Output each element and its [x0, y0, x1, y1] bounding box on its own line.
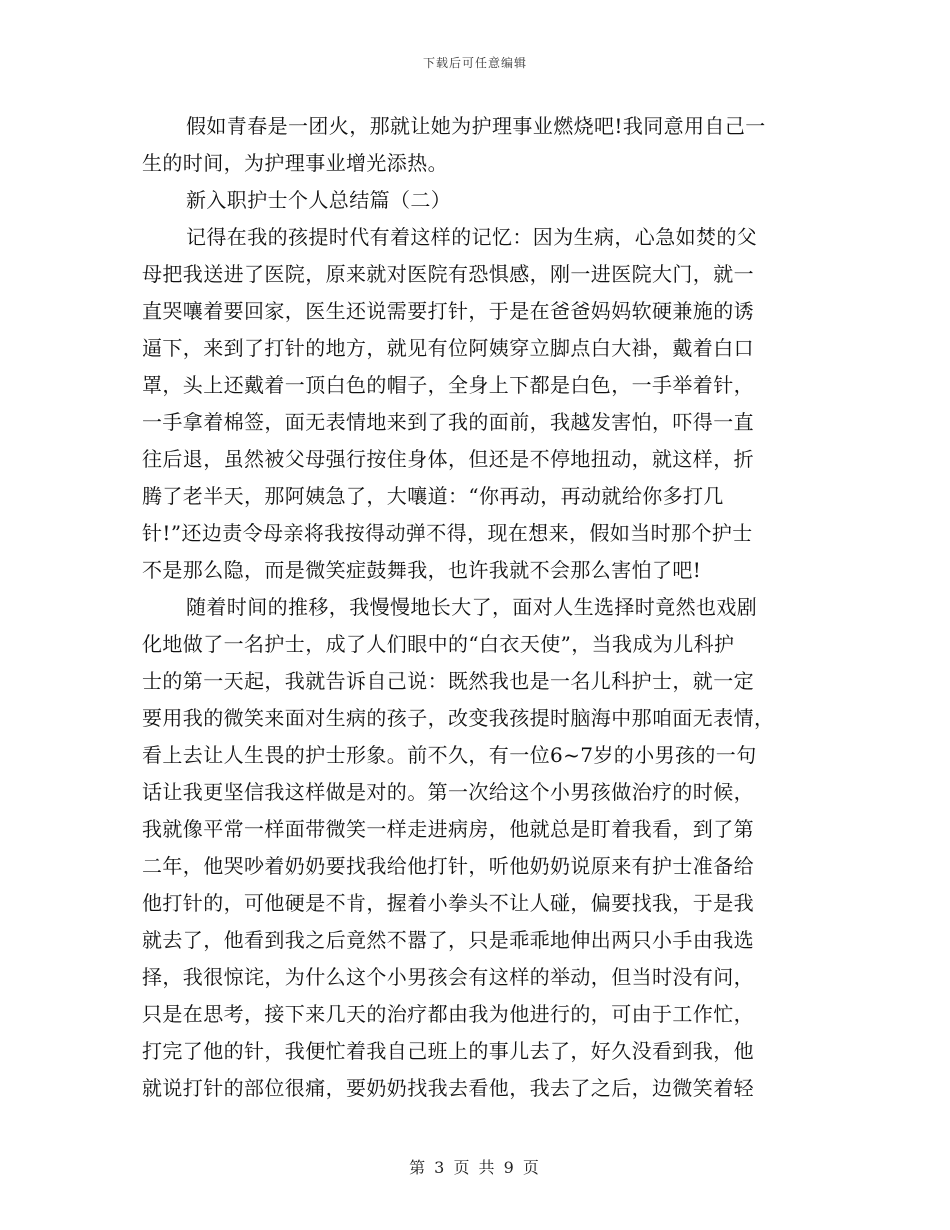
paragraph-line: 看上去让人生畏的护士形象。前不久，有一位6~7岁的小男孩的一句	[142, 743, 757, 767]
paragraph-line: 罩，头上还戴着一顶白色的帽子，全身上下都是白色，一手举着针，	[142, 373, 754, 397]
paragraph-line: 腾了老半天，那阿姨急了，大嚷道：“你再动，再动就给你多打几	[142, 484, 724, 508]
paragraph-line: 母把我送进了医院，原来就对医院有恐惧感，刚一进医院大门，就一	[142, 262, 754, 286]
paragraph-line: 择，我很惊诧，为什么这个小男孩会有这样的举动，但当时没有问，	[142, 965, 754, 989]
page-header: 下载后可任意编辑	[422, 56, 527, 70]
page-number-footer: 第 3 页 共 9 页	[409, 1158, 541, 1177]
paragraph-line: 记得在我的孩提时代有着这样的记忆：因为生病，心急如焚的父	[186, 225, 758, 249]
paragraph-line: 士的第一天起，我就告诉自己说：既然我也是一名儿科护士，就一定	[142, 669, 754, 693]
paragraph-line: 话让我更坚信我这样做是对的。第一次给这个小男孩做治疗的时候，	[142, 780, 754, 804]
paragraph-line: 逼下，来到了打针的地方，就见有位阿姨穿立脚点白大褂，戴着白口	[142, 336, 754, 360]
paragraph-line: 不是那么隐，而是微笑症鼓舞我，也许我就不会那么害怕了吧!	[142, 558, 702, 582]
paragraph-line: 针!”还边责令母亲将我按得动弹不得，现在想来，假如当时那个护士	[142, 521, 753, 545]
paragraph-line: 往后退，虽然被父母强行按住身体，但还是不停地扭动，就这样，折	[142, 447, 754, 471]
section-heading: 新入职护士个人总结篇（二）	[186, 188, 452, 212]
paragraph-line: 化地做了一名护士，成了人们眼中的“白衣天使”，当我成为儿科护	[142, 632, 735, 656]
paragraph-line: 只是在思考，接下来几天的治疗都由我为他进行的，可由于工作忙，	[142, 1002, 754, 1026]
paragraph-line: 他打针的，可他硬是不肯，握着小拳头不让人碰，偏要找我，于是我	[142, 891, 754, 915]
paragraph-line: 随着时间的推移，我慢慢地长大了，面对人生选择时竟然也戏剧	[186, 595, 758, 619]
paragraph-line: 我就像平常一样面带微笑一样走进病房，他就总是盯着我看，到了第	[142, 817, 754, 841]
paragraph-line: 就说打针的部位很痛，要奶奶找我去看他，我去了之后，边微笑着轻	[142, 1076, 754, 1100]
paragraph-line: 二年，他哭吵着奶奶要找我给他打针，听他奶奶说原来有护士准备给	[142, 854, 754, 878]
paragraph-line: 生的时间，为护理事业增光添热。	[142, 151, 448, 175]
paragraph-line: 一手拿着棉签，面无表情地来到了我的面前，我越发害怕，吓得一直	[142, 410, 754, 434]
document-body	[142, 108, 802, 1107]
paragraph-line: 假如青春是一团火，那就让她为护理事业燃烧吧!我同意用自己一	[186, 114, 766, 138]
paragraph-line: 打完了他的针，我便忙着我自己班上的事儿去了，好久没看到我，他	[142, 1039, 754, 1063]
paragraph-line: 就去了，他看到我之后竟然不嚣了，只是乖乖地伸出两只小手由我选	[142, 928, 754, 952]
paragraph-line: 要用我的微笑来面对生病的孩子，改变我孩提时脑海中那咱面无表情，	[142, 706, 775, 730]
paragraph-line: 直哭嚷着要回家，医生还说需要打针，于是在爸爸妈妈软硬兼施的诱	[142, 299, 754, 323]
